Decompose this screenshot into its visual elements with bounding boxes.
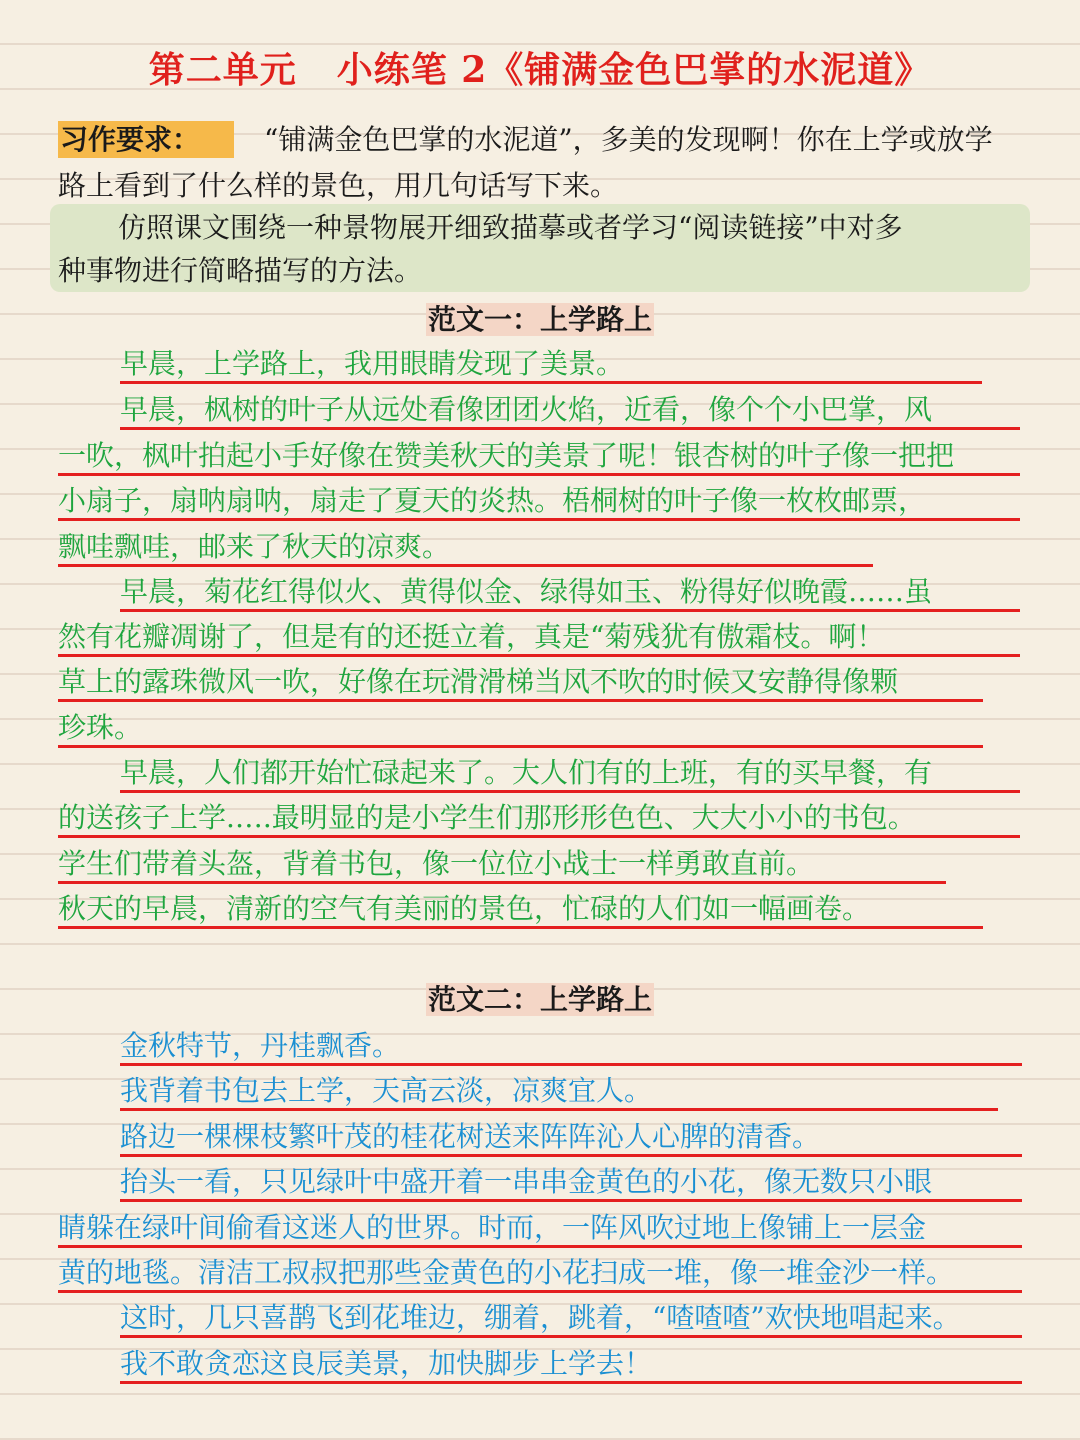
tip-line-1: 仿照课文围绕一种景物展开细致描摹或者学习“阅读链接”中对多 bbox=[118, 211, 903, 244]
essay-2-line: 我不敢贪恋这良辰美景，加快脚步上学去！ bbox=[120, 1347, 653, 1380]
red-underline bbox=[120, 1381, 1022, 1384]
red-underline bbox=[120, 609, 1020, 612]
essay-2-line: 黄的地毯。清洁工叔叔把那些金黄色的小花扫成一堆，像一堆金沙一样。 bbox=[58, 1256, 955, 1289]
essay-1-line: 早晨，枫树的叶子从远处看像团团火焰，近看，像个个小巴掌，风 bbox=[120, 393, 933, 426]
red-underline bbox=[120, 427, 1020, 430]
red-underline bbox=[58, 926, 983, 929]
red-underline bbox=[58, 564, 873, 567]
red-underline bbox=[120, 1335, 1022, 1338]
essay-1-line: 飘哇飘哇，邮来了秋天的凉爽。 bbox=[58, 530, 451, 563]
essay-1-line: 草上的露珠微风一吹，好像在玩滑滑梯当风不吹的时候又安静得像颗 bbox=[58, 665, 899, 698]
title-unit: 第二单元 bbox=[148, 49, 297, 91]
red-underline bbox=[120, 1199, 1022, 1202]
essay-2-line: 金秋特节，丹桂飘香。 bbox=[120, 1029, 401, 1062]
essay-1-line: 一吹，枫叶拍起小手好像在赞美秋天的美景了呢！银杏树的叶子像一把把 bbox=[58, 439, 955, 472]
essay-1-line: 秋天的早晨，清新的空气有美丽的景色，忙碌的人们如一幅画卷。 bbox=[58, 892, 871, 925]
red-underline bbox=[58, 518, 1020, 521]
requirement-line-2: 路上看到了什么样的景色，用几句话写下来。 bbox=[58, 169, 619, 202]
title-name: 小练笔 2《铺满金色巴掌的水泥道》 bbox=[336, 49, 932, 91]
page-title bbox=[0, 40, 1080, 100]
red-underline bbox=[120, 381, 982, 384]
essay-2-line: 路边一棵棵枝繁叶茂的桂花树送来阵阵沁人心脾的清香。 bbox=[120, 1120, 821, 1153]
red-underline bbox=[120, 1108, 998, 1111]
essay-2-line: 抬头一看，只见绿叶中盛开着一串串金黄色的小花，像无数只小眼 bbox=[120, 1165, 933, 1198]
red-underline bbox=[120, 1154, 1022, 1157]
essay-1-line: 学生们带着头盔，背着书包，像一位位小战士一样勇敢直前。 bbox=[58, 847, 815, 880]
red-underline bbox=[58, 473, 1020, 476]
writing-requirement bbox=[58, 117, 1028, 209]
red-underline bbox=[120, 1063, 1022, 1066]
essay-1-line: 早晨，上学路上，我用眼睛发现了美景。 bbox=[120, 347, 625, 380]
method-tip bbox=[58, 206, 1028, 292]
essay-1-line: 早晨，人们都开始忙碌起来了。大人们有的上班，有的买早餐，有 bbox=[120, 756, 933, 789]
requirement-label: 习作要求： bbox=[58, 121, 234, 158]
essay-1-line: 早晨，菊花红得似火、黄得似金、绿得如玉、粉得好似晚霞……虽 bbox=[120, 575, 933, 608]
red-underline bbox=[58, 881, 946, 884]
red-underline bbox=[120, 790, 1020, 793]
tip-line-2: 种事物进行简略描写的方法。 bbox=[58, 254, 423, 287]
red-underline bbox=[58, 1290, 1022, 1293]
essay-1-line: 的送孩子上学.….最明显的是小学生们那形形色色、大大小小的书包。 bbox=[58, 801, 916, 834]
red-underline bbox=[58, 835, 1020, 838]
red-underline bbox=[58, 654, 1020, 657]
essay-2-line: 这时，几只喜鹊飞到花堆边，绷着，跳着，“喳喳喳”欢快地唱起来。 bbox=[120, 1301, 961, 1334]
essay-1-line: 然有花瓣凋谢了，但是有的还挺立着，真是“菊残犹有傲霜枝。啊！ bbox=[58, 620, 885, 653]
essay-2-line: 睛躲在绿叶间偷看这迷人的世界。时而，一阵风吹过地上像铺上一层金 bbox=[58, 1211, 927, 1244]
red-underline bbox=[58, 699, 983, 702]
red-underline bbox=[58, 745, 983, 748]
requirement-line-1: “铺满金色巴掌的水泥道”，多美的发现啊！你在上学或放学 bbox=[264, 123, 993, 156]
essay-1-line: 珍珠。 bbox=[58, 711, 143, 744]
essay-2-heading: 范文二：上学路上 bbox=[427, 983, 652, 1016]
essay-1-heading: 范文一：上学路上 bbox=[427, 303, 652, 336]
essay-1-line: 小扇子，扇呐扇呐，扇走了夏天的炎热。梧桐树的叶子像一枚枚邮票， bbox=[58, 484, 927, 517]
red-underline bbox=[58, 1245, 1022, 1248]
essay-2-line: 我背着书包去上学，天高云淡，凉爽宜人。 bbox=[120, 1074, 653, 1107]
